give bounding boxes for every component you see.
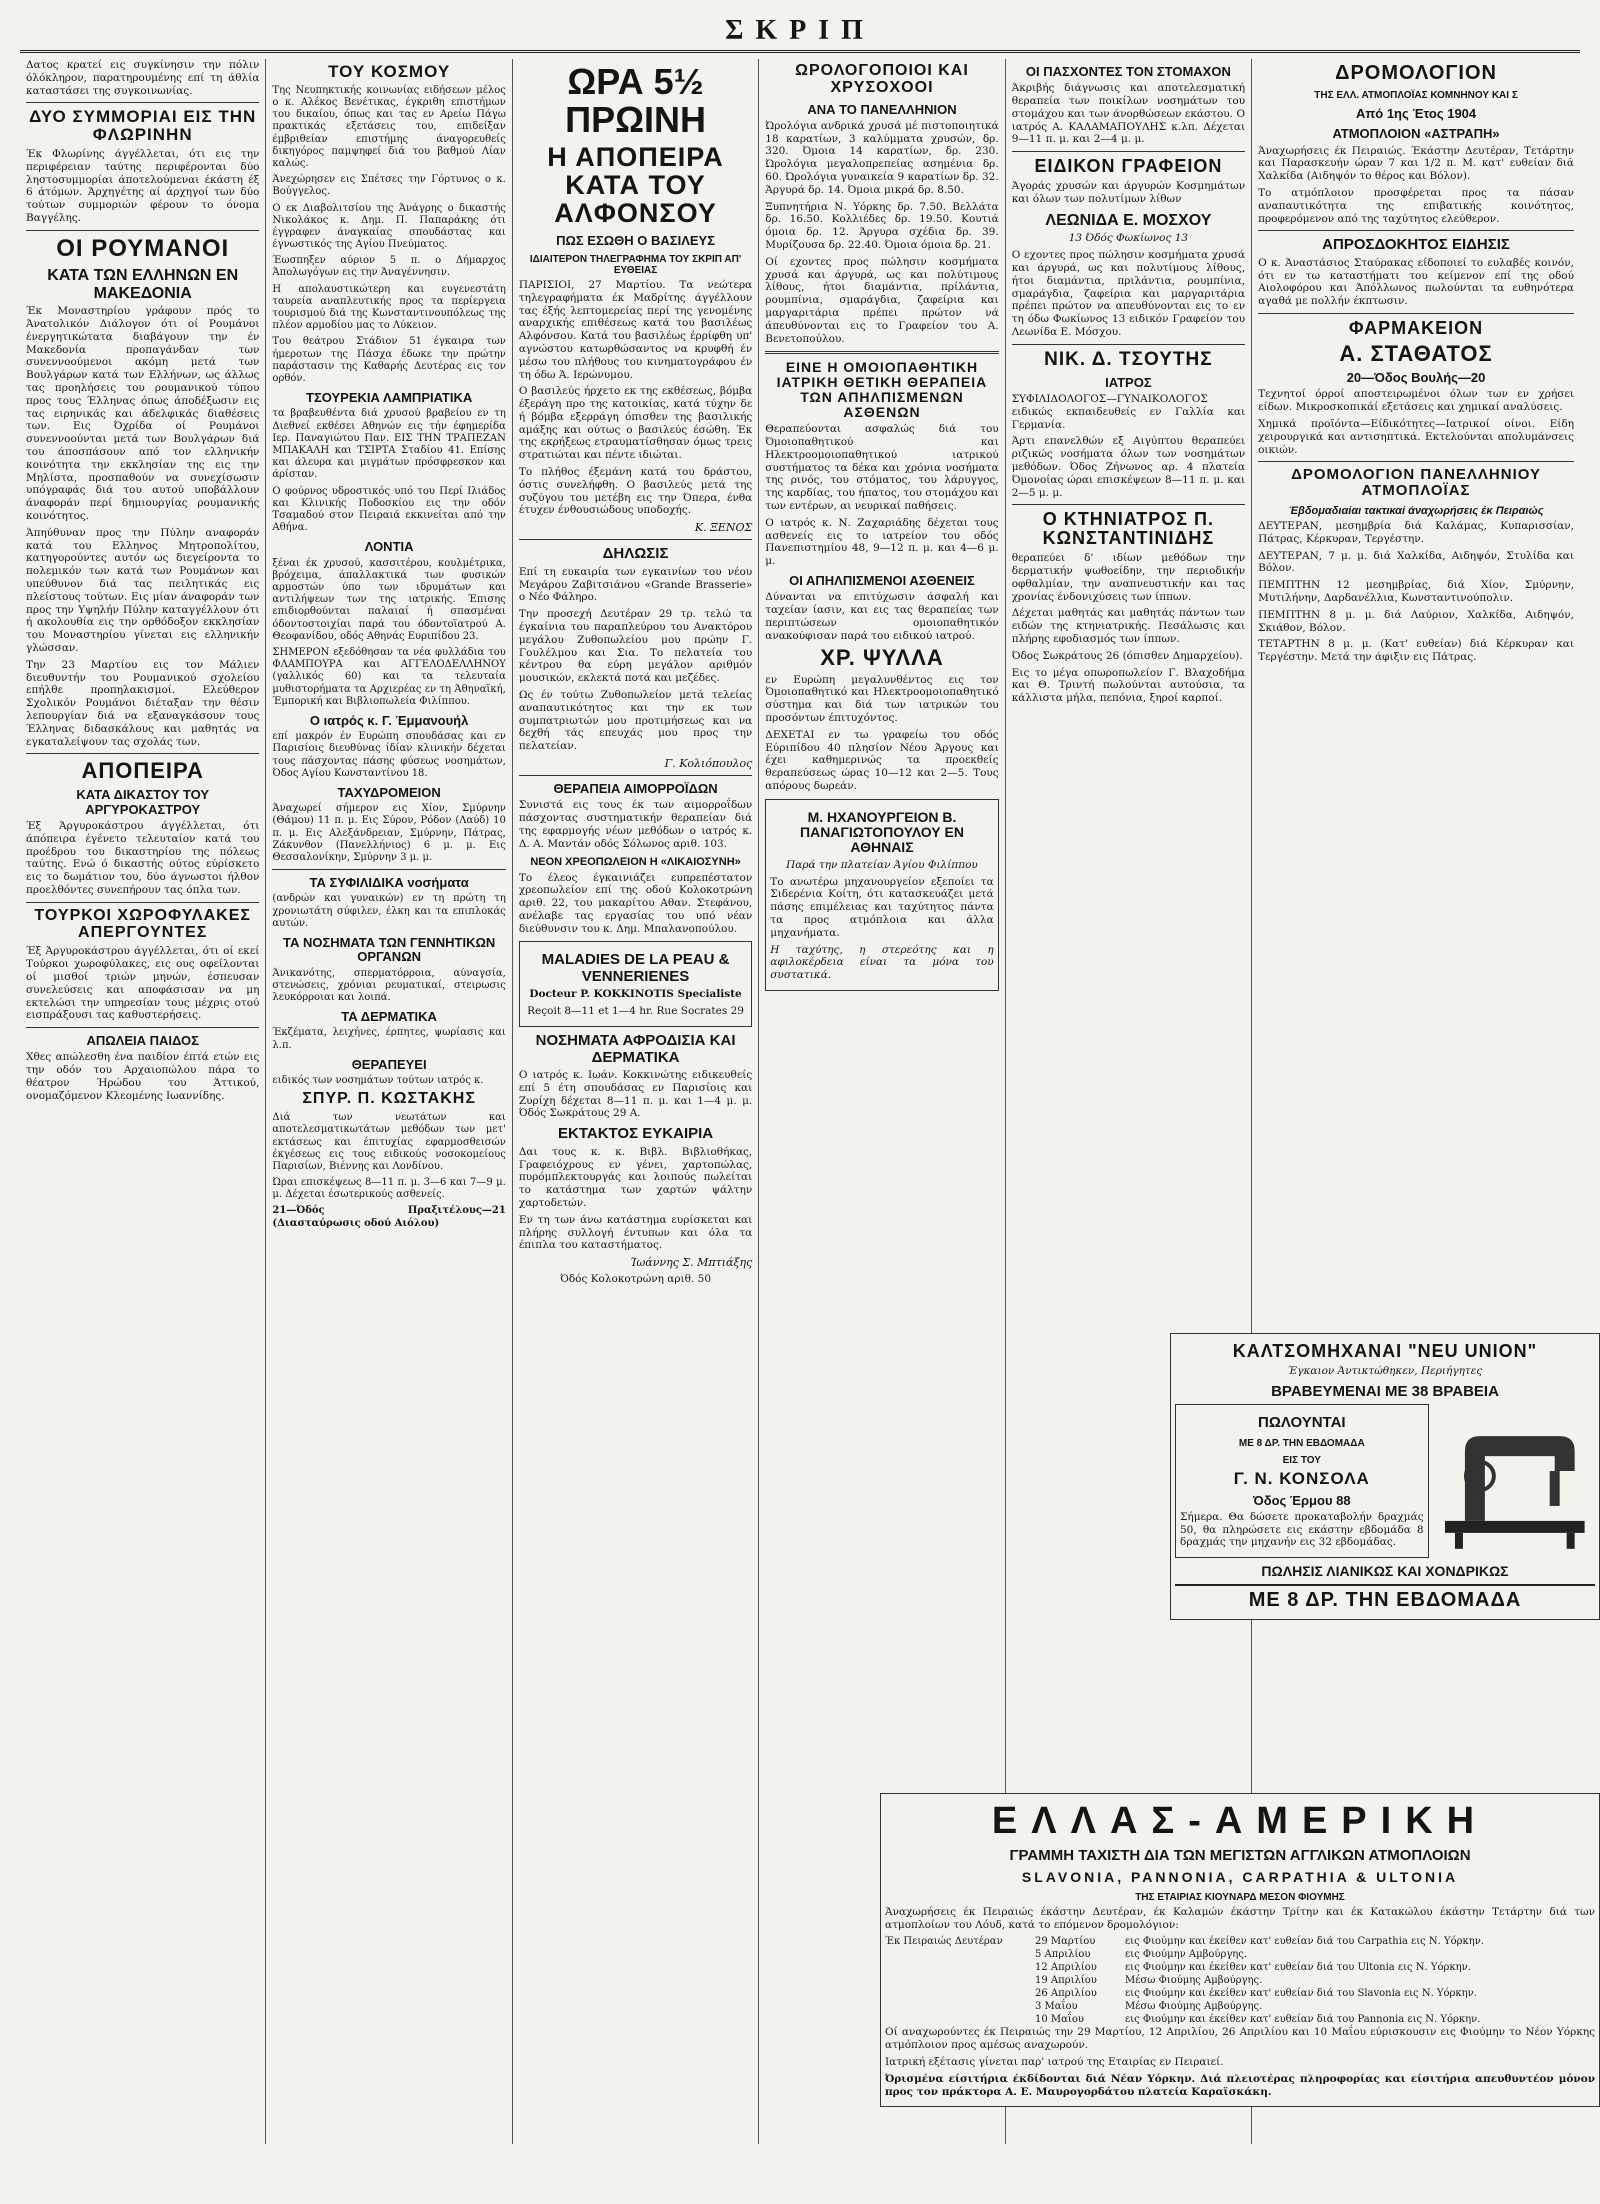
article-text: Άπηύθυναν προς την Πύλην αναφοράν κατά του Ελληνος Μητροπολίτου, κατηγορούντες αυτόν ως διεγείροντα το πολεμικόν των κατά των Ρουμάνων και υπεύθυνον διά τας πειλητικάς εις πλείστους τούτων. Εις μίαν άναφοράν των προς την Υψηλήν Πύλην καταγγέλλουν ότι ή ακολουθία εις την ορθόδοξον εκκλησίαν του Μοναστηρίου γίνεται εις ελληνικήν γλώσσαν. — [26, 526, 260, 654]
ad-text: ξέναι έκ χρυσού, κασσιτέρου, κουλμέτρικα, βρόχειμα, άπαλλακτικά των φυσικών αρμοστών ύπο των ιδρυμάτων και αντιλήψεων των της ιατρικής. Έπισης επιδιορθούνται παλαιαί ή σπασμέναι όδοντοστοιχίαι παρά του όδοντοϊατρού Α. Θεοφανίδου, οδός Αθηνάς Ευριπίδου 23. — [272, 557, 506, 642]
divider — [26, 753, 259, 754]
ad-text: Το ανωτέρω μηχανουργείον εξεποίει τα Σιδερένια Κοίτη, ότι κατασκευάζει μετά πάσης επιμέλειας και ταχύτητος πάντα τα προς ατμόπλοια και άλλα μηχανήματα. — [770, 875, 994, 939]
ad-text: ΣΥΦΙΛΙΔΟΛΟΓΟΣ—ΓΥΝΑΙΚΟΛΟΓΟΣ ειδικώς εκπαιδευθείς εν Γαλλία και Γερμανία. — [1011, 392, 1246, 431]
cell-from — [885, 1961, 1035, 1974]
ad-text: Άγοράς χρυσών και άργυρών Κοσμημάτων και όλων των πολυτίμων λίθων — [1011, 180, 1246, 205]
article-text: Έκ Μοναστηρίου γράφουν πρός το Άνατολικόν Διάλογον ότι οί Ρουμάνοι ένεργητικώτατα διαβάγουν την έν Μακεδονία προπαγάνδαν των συνεννοούμενοι ακόμη μετά των Βουλγάρων κατά των Ελλήνων, ως άλλως τας προηλήσεις του ρουμανικού τύπου προς τους Έλληνας όπως άποδέξωσιν εις τας ειρηνικάς και άδελφικάς διαθέσεις των. Εις Όχρίδα οί Ρουμάνοι συνεννοούνται μετά των Βουλγάρων διά του άποσπάσουν από τον ελληνικήν κοινότητα την εκκλησίαν της εις την Μηλίστα, προσπαθούν να συνεχίσωσιν υπόγραφάς διά του αυτού υποβάλλουν άναφοράν περί δημιουργίας ρουμανικής κοινότητος. — [26, 305, 260, 522]
ad-heading-hemorrhoids: ΘΕΡΑΠΕΙΑ ΑΙΜΟΡΡΟΪΔΩΝ — [553, 780, 718, 796]
cell-note: εις Φιούμην και έκείθεν κατ' ευθείαν διά του Slavonia εις Ν. Υόρκην. — [1125, 1988, 1477, 2000]
signature: Κ. ΞΕΝΟΣ — [694, 521, 753, 535]
ad-greece-america — [880, 1793, 1600, 2107]
ad-maladies — [519, 941, 752, 1027]
column-2 — [266, 59, 512, 2144]
ad-doctor-psyllas: ΧΡ. ΨΥΛΛΑ — [820, 645, 944, 671]
cell-from — [885, 1948, 1035, 1961]
ad-text: Έγκαιον Άντικτώθηκεν, Περιήγητες — [1287, 1364, 1483, 1377]
ad-doctor-name: ΣΠΥΡ. Π. ΚΩΣΤΑΚΗΣ — [302, 1090, 476, 1108]
ad-address: 13 Όδός Φωκίωνος 13 — [1068, 232, 1189, 245]
ad-text: Δέχεται μαθητάς και μαθητάς πάντων των ειδών της κτηνιατρικής. Πεσάλωσις και πλήρης εφοδιασμός των ίππων. — [1011, 607, 1246, 645]
ad-office-owner: ΛΕΩΝΙΔΑ Ε. ΜΟΣΧΟΥ — [1045, 211, 1212, 229]
cell-note: εις Φιούμην και έκείθεν κατ' ευθείαν διά του Carpathia εις Ν. Υόρκην. — [1125, 1936, 1485, 1948]
ad-award: ΒΡΑΒΕΥΜΕΝΑΙ ΜΕ 38 ΒΡΑΒΕΙΑ — [1271, 1382, 1499, 1400]
ad-text: Ξυπνητήρια Ν. Υόρκης δρ. 7.50. Βελλάτα δρ. 16.50. Κολλιέδες δρ. 19.50. Κουτιά όμοια δρ. 12. Άργυρα σχέδια δρ. 39. Μυρίζουσα δρ. 22.40. Όμοια όμοια δρ. 21. — [765, 200, 999, 252]
cell-date: 12 Απριλίου — [1035, 1962, 1097, 1974]
headline-alfonso: Η ΑΠΟΠΕΙΡΑ ΚΑΤΑ ΤΟΥ ΑΛΦΟΝΣΟΥ — [547, 141, 724, 229]
divider — [26, 1027, 259, 1028]
ad-heading-venereal: ΝΟΣΗΜΑΤΑ ΑΦΡΟΔΙΣΙΑ ΚΑΙ ΔΕΡΜΑΤΙΚΑ — [535, 1032, 736, 1066]
ad-text: Docteur P. KOKKINOTIS Specialiste — [529, 988, 742, 1001]
subheadline-romanians: ΚΑΤΑ ΤΩΝ ΕΛΛΗΝΩΝ ΕΝ ΜΑΚΕΔΟΝΙΑ — [47, 267, 239, 302]
heading-declaration: ΔΗΛΩΣΙΣ — [602, 545, 669, 563]
ad-text: Ο ιατρός κ. Ιωάν. Κοκκινώτης ειδικευθείς επί 5 έτη σπουδάσας εν Παρισίοις και Ζυρίχη δέχεται 8—11 π. μ. και 1—4 μ. μ. Όδός Σωκράτους 29 Α. — [518, 1069, 753, 1120]
cell-note: εις Φιούμην και έκείθεν κατ' ευθείαν διά του Pannonia εις Ν. Υόρκην. — [1125, 2014, 1481, 2026]
ad-text: Χημικά προϊόντα—Είδικότητες—Ιατρικοί οίνοι. Είδη χειρουργικά και αντισηπτικά. Εκτελούνται απολυμάνσεις οικιών. — [1258, 417, 1574, 456]
ad-heading-organs: ΤΑ ΝΟΣΗΜΑΤΑ ΤΩΝ ΓΕΝΝΗΤΙΚΩΝ ΟΡΓΑΝΩΝ — [282, 935, 496, 965]
ad-seller: Γ. Ν. ΚΟΝΣΟΛΑ — [1233, 1468, 1370, 1488]
ad-footer: ΠΩΛΗΣΙΣ ΛΙΑΝΙΚΩΣ ΚΑΙ ΧΟΝΔΡΙΚΩΣ — [1261, 1563, 1509, 1580]
ad-text: Συνιστά εις τους έκ των αιμορροΐδων πάσχοντας συστηματικήν θεραπείαν διά της εφαρμογής νέων μεθόδων ο ιατρός κ. Δ. Α. Μαντάν οδός Σόλωνος αριθ. 103. — [518, 799, 753, 850]
ad-text: ΠΕΜΠΤΗΝ 8 μ. μ. διά Λαύριον, Χαλκίδα, Αιδηψόν, Σκιάθον, Βόλον. — [1258, 608, 1574, 634]
subheadline-attempt: ΚΑΤΑ ΔΙΚΑΣΤΟΥ ΤΟΥ ΑΡΓΥΡΟΚΑΣΤΡΟΥ — [76, 787, 209, 817]
column-3 — [513, 59, 759, 2144]
divider — [519, 775, 752, 776]
ad-footer-weekly: ΜΕ 8 ΔΡ. ΤΗΝ ΕΒΔΟΜΑΔΑ — [1175, 1584, 1595, 1611]
ad-text: Ώρολόγια ανδρικά χρυσά μέ πιστοποιητικά 18 καρατίων, 3 καλύμματα χρυσών, δρ. 320. Όμοια 14 καρατίων, δρ. 230. Ώρολόγια μεγαλοπρεπείας ασημένια δρ. 60. Ώρολόγια γυναικεία 9 καρατίων δρ. 32. Άργυρά δρ. 14. Όμοια μικρά δρ. 8.50. — [765, 119, 999, 196]
divider — [1012, 504, 1245, 505]
cell-note: Μέσω Φιούμης Αμβούργης. — [1125, 2001, 1263, 2013]
article-text: Έκ Φλωρίνης άγγέλλεται, ότι εις την περιφέρειαν ταύτης περιφέρονται δύο ληστοσυμμορίαι άποτελούμεναι έκάστη έξ 6 άτόμων. Άρχηγέτης αί άρχηγοί των δύο τούτων συμμοριών φέρουν το όνομα Βαγγέλης. — [26, 148, 260, 225]
ad-heading-doctor: Ο ιατρός κ. Γ. Έμμανουήλ — [309, 712, 469, 728]
ad-address: 21—Όδός Πραξιτέλους—21 (Διασταύρωσις οδού Αιόλου) — [272, 1205, 506, 1229]
article-text: Της Νευπηκτικής κοινωνίας ειδήσεων μέλος ο κ. Αλέκος Βενέτικας, έγκριθη επιστήμων του δικαίου, όπως και τας εν Αρείω Πάγω πρακτικάς εξετάσεις του, επιδείξαν έμβριθείαν επιστήμης άναγορευθείς δικηγόρος παμψηφεί διά του βαθμού Λίαν καλώς. — [272, 84, 506, 169]
cell-date: 29 Μαρτίου — [1035, 1936, 1096, 1948]
headline-time: ΩΡΑ 5½ ΠΡΩΙΝΗ — [565, 61, 706, 140]
subheadline-king-saved: ΠΩΣ ΕΣΩΘΗ Ο ΒΑΣΙΛΕΥΣ — [556, 232, 716, 248]
ad-text: Σήμερα. Θα δώσετε προκαταβολήν δραχμάς 50, θα πληρώσετε εις εκάστην εβδομάδα 8 δραχμάς την μηχανήν εις 32 εβδομάδας. — [1180, 1510, 1424, 1549]
ad-street: Όδος Έρμου 88 — [1253, 1492, 1351, 1508]
ad-company: ΤΗΣ ΕΤΑΙΡΙΑΣ ΚΙΟΥΝΑΡΔ ΜΕΣΟΝ ΦΙΟΥΜΗΣ — [1135, 1891, 1345, 1903]
ad-text: Όρισμένα είσιτήρια έκδίδονται διά Νέαν Υόρκην. Διά πλειοτέρας πληροφορίας και είσιτήρια απευθυντέον μόνον προς τον πράκτορα Α. Ε. Μαυρογορδάτου πλατεία Καραϊσκάκη. — [885, 2072, 1595, 2098]
ad-subheading-panhellenic: Έβδομαδιαίαι τακτικαί άναχωρήσεις έκ Πειραιώς — [1288, 504, 1544, 517]
cell-from — [885, 2013, 1035, 2026]
ad-subheading-schedule: ΤΗΣ ΕΛΛ. ΑΤΜΟΠΛΟΪΑΣ ΚΟΜΝΗΝΟΥ ΚΑΙ Σ — [1314, 90, 1518, 101]
headline-lost-child: ΑΠΩΛΕΙΑ ΠΑΙΔΟΣ — [86, 1033, 199, 1049]
ad-text: Τεχνητοί όρροί αποστειρωμένοι όλων των εν χρήσει είδων. Μικροσκοπικάί εξετάσεις και χημικαί αναλύσεις. — [1258, 388, 1574, 414]
ad-text: Ιατρική εξέτασις γίνεται παρ' ιατρού της Εταιρίας εν Πειραιεί. — [885, 2055, 1224, 2068]
ad-text: Έκζέματα, λειχήνες, έρπητες, ψωρίασις και λ.π. — [272, 1027, 506, 1051]
ad-heading-panhellenic: ΔΡΟΜΟΛΟΓΙΟΝ ΠΑΝΕΛΛΗΝΙΟΥ ΑΤΜΟΠΛΟΪΑΣ — [1291, 466, 1542, 500]
table-row — [885, 1935, 1595, 1948]
divider — [1258, 461, 1574, 462]
ad-heading-maladies: MALADIES DE LA PEAU & VENNERIENES — [541, 951, 730, 985]
ad-line: ΓΡΑΜΜΗ ΤΑΧΙΣΤΗ ΔΙΑ ΤΩΝ ΜΕΓΙΣΤΩΝ ΑΓΓΛΙΚΩΝ ΑΤΜΟΠΛΟΙΩΝ — [1009, 1846, 1471, 1864]
ad-heading-tsourekia: ΤΣΟΥΡΕΚΙΑ ΛΑΜΠΡΙΑΤΙΚΑ — [306, 390, 473, 406]
ad-text: Το έλεος έγκαινιάζει ευπρεπέστατον χρεοπωλείον επί της οδού Κολοκοτρώνη αριθ. 22, του μακαρίτου Αθαν. Στεφάνου, ανέλαβε τας εργασίας του υπό νέαν διεύθυνσιν του κ. Δημ. Μπαλανοπούλου. — [518, 871, 753, 935]
ad-text: Εις το μέγα οπωροπωλείον Γ. Βλαχοδήμα και Θ. Τριντή πωλούνται αυτούσια, τα κάλλιστα μήλα, πεπόνια, ξηροί καρποί. — [1011, 666, 1246, 705]
headline-attempt: ΑΠΟΠΕΙΡΑ — [81, 758, 204, 784]
ad-pharmacy-name: Α. ΣΤΑΘΑΤΟΣ — [1339, 340, 1493, 366]
article-text: Ο βασιλεύς ήρχετο εκ της εκθέσεως, βόμβα έξεράγη προ της κατοικίας, κατά τύχην δε ή βόμβα εξερράγη όπισθεν της βασιλικής αμάξης και ούτως ο βασιλεύς έσώθη. Έκ της εκρήξεως ετραυματίσθησαν όμως τρεις στρατιώται και πέντε ιδιώται. — [518, 385, 753, 462]
ad-text: επί μακρόν έν Ευρώπη σπουδάσας και εν Παρισίοις διευθύνας ίδίαν κλινικήν δέχεται τους πάσχοντας πάσης φύσεως νοσημάτων, Όδος Αγίου Κωνσταντίνου 18. — [272, 731, 506, 779]
cell-note: Μέσω Φιούμης Αμβούργης. — [1125, 1975, 1263, 1987]
ad-text: εν Ευρώπη μεγαλυνθέντος εις τον Όμοιοπαθητικό και Ηλεκτροομοιοπαθητικό σύστημα και διά των ιατρικών του προσόντων έπιτυχόντος. — [765, 673, 999, 724]
table-row — [885, 2000, 1595, 2013]
ad-subheading-watchmakers: ΑΝΑ ΤΟ ΠΑΝΕΛΛΗΝΙΟΝ — [807, 101, 957, 117]
ad-doctor-tsoutis: ΝΙΚ. Δ. ΤΣΟΥΤΗΣ — [1044, 348, 1213, 370]
ad-veterinarian: Ο ΚΤΗΝΙΑΤΡΟΣ Π. ΚΩΝΣΤΑΝΤΙΝΙΔΗΣ — [1042, 509, 1215, 549]
ad-subheading: Παρά την πλατείαν Άγίου Φιλίππου — [786, 858, 978, 871]
ad-machine-shop — [765, 799, 998, 991]
ad-text: Δύνανται να επιτύχωσιν άσφαλή και ταχείαν ίασιν, και εις τας θεραπείας των περιπτώσεων ομοιοπαθητικόν ανακούφισαν παρά του ειδικού ιατρού. — [765, 591, 999, 642]
cell-date: 3 Μαΐου — [1035, 2001, 1078, 2013]
ad-text: ΔΕΥΤΕΡΑΝ, μεσημβρία διά Καλάμας, Κυπαρισσίαν, Πάτρας, Κέρκυραν, Τεργέστην. — [1258, 519, 1574, 545]
cell-from — [885, 2000, 1035, 2013]
article-text: Έωσπηξεν αύριον 5 π. ο Δήμαρχος Άπολωγόγων εις την Άναγέννησιν. — [272, 255, 506, 279]
ad-body — [1175, 1404, 1595, 1558]
ad-text: ΔΕΥΤΕΡΑΝ, 7 μ. μ. διά Χαλκίδα, Αιδηψόν, Στυλίδα και Βόλον. — [1258, 549, 1574, 575]
ad-text: Εν τη των άνω κατάστημα ευρίσκεται και πλήρης συλλογή έντυπων και όλα τα έπιπλα του καταστήματος. — [518, 1213, 753, 1252]
subheadline-telegram: ΙΔΙΑΙΤΕΡΟΝ ΤΗΛΕΓΡΑΦΗΜΑ ΤΟΥ ΣΚΡΙΠ ΑΠ' ΕΥΘΕΙΑΣ — [529, 253, 742, 276]
ad-text: Διά των νεωτάτων και αποτελεσματικωτάτων μεθόδων των μετ' εκτάσεως και έπιτυχίας εφαρμοσθεισών έκγέσεως εις τους ειδικούς νοσοκομείους Παρισίων, Βιέννης και Λονδίνου. — [272, 1112, 506, 1172]
ad-heading-news: ΑΠΡΟΣΔΟΚΗΤΟΣ ΕΙΔΗΣΙΣ — [1322, 236, 1510, 254]
article-text: Το πλήθος έξεμάνη κατά του δράστου, όστις συνελήφθη. Ο βασιλεύς μετά της συζύγου του μετέβη εις την Όπερα, ένθα έτυχεν ένθουσιώδους υποδοχής. — [518, 466, 753, 517]
ad-heading-stomach: ΟΙ ΠΑΣΧΟΝΤΕΣ ΤΟΝ ΣΤΟΜΑΧΟΝ — [1025, 64, 1231, 79]
ad-text: Η ταχύτης, η στερεότης και η αφιλοκέρδεια είναι τα μόνα του συστατικά. — [770, 943, 994, 982]
ad-text: Reçoit 8—11 et 1—4 hr. Rue Socrates 29 — [527, 1005, 744, 1018]
cell-note: εις Φιούμην και έκείθεν κατ' ευθείαν διά του Ultonia εις Ν. Υόρκην. — [1125, 1962, 1471, 1974]
ad-text: ΔΕΧΕΤΑΙ εν τω γραφείω του οδός Εύριπίδου 40 πλησίον Νέου Άργους και έχει καθημερινώς τα προεκθείς θεραπεύσεως ώρας 10—12 και 2—5. Τους απόρους δωρεάν. — [765, 728, 999, 792]
article-text: Επί τη ευκαιρία των εγκαινίων του νέου Μεγάρου Ζαβιτσιάνου «Grande Brasserie» ο Νέο Φάληρο. — [518, 565, 753, 604]
ad-text: Ώραι επισκέψεως 8—11 π. μ. 3—6 και 7—9 μ. μ. Δέχεται έσωτερικούς ασθενείς. — [272, 1177, 506, 1201]
ad-text: Δαι τους κ. κ. Βιβλ. Βιβλιοθήκας, Γραφειόχρους εν γένει, χαρτοπώλας, πυρόμπλεκτουργάς και λοιπούς πωλείται το κατάστημα των χαρτών ψάλτην χαρτοδετών. — [518, 1145, 753, 1209]
article-text: Η απολαυστικώτερη και ευγενεστάτη ταυρεία αναπλευτικής προς τα περίεργεια τουρισμού διά της Κωνσταντινουπόλεως της πλέον αρμοδίου μας το Λύκειον. — [272, 283, 506, 332]
article-text: ΠΑΡΙΣΙΟΙ, 27 Μαρτίου. Τα νεώτερα τηλεγραφήματα έκ Μαδρίτης άγγέλλουν τας έξής λεπτομερείας περί της γενομένης αναρχικής επιθέσεως κατά του βασιλέως Αλφόνσου. Κατά του βασιλέως έρρίφθη υπ' αγνώστου κατωρθώσαντος να κρυφθή έν μέσω του πλήθους του κινηματογράφου έν τη όδω Ά. Ιερώνυμου. — [518, 278, 753, 381]
cell-from — [885, 1987, 1035, 2000]
table-row — [885, 1974, 1595, 1987]
ad-heading-syphilis: ΤΑ ΣΥΦΙΛΙΔΙΚΑ νοσήματα — [309, 875, 469, 891]
column-1 — [20, 59, 266, 2144]
headline-symmories: ΔΥΟ ΣΥΜΜΟΡΙΑΙ ΕΙΣ ΤΗΝ ΦΛΩΡΙΝΗΝ — [29, 107, 257, 145]
ad-text: Οί εχοντες προς πώλησιν κοσμήματα χρυσά και άργυρά, ως και πολύτιμους λίθους, ήτοι διαμάντια, πρίλάντια, ρουμπίνια, σμαράγδια, ζαφείρια και μαργαριτάρια πρέπει πρώτον νά άπευθύνονται εις το Γραφείον του Α. Βενετοπούλου. — [765, 255, 999, 345]
ad-heading-dentist: ΛΟΝΤΙΑ — [364, 539, 414, 555]
ad-text: Όδος Σωκράτους 26 (όπισθεν Δημαρχείου). — [1011, 649, 1243, 662]
ad-text: Άνικανότης, σπερματόρροια, αύναγσία, στενώσεις, χρόνιαι ρευματικαί, στειρωσις λευκόρροιαι και λοιπά. — [272, 967, 506, 1003]
ad-text: Το ατμόπλοιον προσφέρεται προς τα πάσαν αναπαυτικότητα της επιβατικής κοινότητος, προφερόμενον από της ταχύτητος ελεύθερον. — [1258, 186, 1574, 225]
table-row — [885, 1987, 1595, 2000]
ad-heading-watchmakers: ΩΡΟΛΟΓΟΠΟΙΟΙ ΚΑΙ ΧΡΥΣΟΧΟΟΙ — [795, 62, 969, 96]
ad-sell: ΠΩΛΟΥΝΤΑΙ — [1257, 1414, 1346, 1432]
heading-post-office: ΤΑΧΥΔΡΟΜΕΙΟΝ — [337, 784, 441, 800]
ad-text: ΤΕΤΑΡΤΗΝ 8 μ. μ. (Κατ' ευθείαν) διά Κέρκυραν και Τεργέστην. Μετά την άφιξιν εις Πάτρας. — [1258, 638, 1574, 664]
table-row — [885, 1948, 1595, 1961]
ad-text: (ανδρών και γυναικών) εν τη πρώτη τη χρονιωτάτη σύφιλεν, έλκη και τα επιπλοκάς αυτών. — [272, 893, 506, 929]
ad-text: Άρτι επανελθών εξ Αιγύπτου θεραπεύει ριζικώς νοσήματα όλων των νοσημάτων μεθόδων. Όδος Ζήνωνος αρ. 4 πλατεία Όμονοίας ώραι επισκέψεων 8—11 π. μ. και 2—5 μ. μ. — [1011, 435, 1246, 499]
ad-heading-machine-shop: Μ. ΗΧΑΝΟΥΡΓΕΙΟΝ Β. ΠΑΝΑΓΙΩΤΟΠΟΥΛΟΥ ΕΝ ΑΘΗΝΑΙΣ — [799, 808, 964, 856]
ad-text: Ο εχοντες προς πώλησιν κοσμήματα χρυσά και άργυρά, ως και πολυτίμους λίθους, ήτοι διαμάντια, πριλάντια, ρουμπίνια, σμαράγδια, ζαφείρια και μαργαριτάρια πρέπει πρώτον να απευθύνονται εις το εν τη όδω Φωκίωνος 13 ειδικόν Γραφείον του Λεωνίδα Ε. Μόσχου. — [1011, 249, 1246, 338]
article-text: Άνεχώρησεν εις Σπέτσες την Γόρτυνος ο κ. Βούγγελος. — [272, 174, 506, 198]
sewing-machine-icon — [1435, 1411, 1595, 1551]
article-text: Έξ Άργυροκάστρου άγγέλλεται, ότι άπόπειρα έγένετο τελευταίον κατά του προέδρου του δικαστηρίου της πόλεως ταύτης. Ενώ ό δικαστής ούτος εύρίσκετο εις το δωμάτιον του, δύο άγνωστοι ήλθον προελθόντες συνεπήρουν τας όπλα των. — [26, 820, 260, 896]
ad-heading-office: ΕΙΔΙΚΟΝ ΓΡΑΦΕΙΟΝ — [1034, 156, 1223, 177]
cell-date: 26 Απριλίου — [1035, 1988, 1097, 2000]
ad-text: ΣΗΜΕΡΟΝ εξεδόθησαν τα νέα φυλλάδια του ΦΛΑΜΠΟΥΡΑ και ΑΓΓΕΛΟΔΕΛΛΗΝΟΥ (γαλλικός 60) και τα τελευταία μυθιστορήματα τα Αρχιερέας εν τη Άθηναϊκή, Έμπορική και Βιβλιοπωλεία Φιλίππου. — [272, 646, 506, 707]
ad-text: ΠΕΜΠΤΗΝ 12 μεσημβρίας, διά Χίον, Σμύρνην, Μυτιλήνην, Δαρδανέλλια, Κωνσταντινούπολιν. — [1258, 579, 1574, 604]
ad-text: Οί αναχωρούντες έκ Πειραιώς την 29 Μαρτίου, 12 Απριλίου, 26 Απριλίου και 10 Μαΐου εύρισκουσιν εις Φιούμην το Νέον Υόρκης ατμόπλοιον προς αμέσως αναχωρούν. — [885, 2026, 1595, 2052]
table-row — [885, 1961, 1595, 1974]
article-text: Άναχωρεί σήμερον εις Χίον, Σμύρνην (Θάμου) 11 π. μ. Εις Σύρον, Ρόδον (Λαύδ) 10 π. μ. Εις Αλεξάνδρειαν, Σμύρνην, Πάτρας, Ζάκυνθον (Πανελλήνιος) 6 μ. μ. Εις Θεσσαλονίκην, Σμύρνην 3 μ. μ. — [272, 803, 506, 863]
ad-heading-greece-america: ΕΛΛΑΣ-ΑΜΕΡΙΚΗ — [991, 1800, 1489, 1842]
ad-text: Ο φούρνος υδροστικός υπό του Περί Ιλιάδος και Κλινικής Ποδοσκίου εις την οδόν Τσαμαδού στον Πειραιά εκκινείται από την Αθήνα. — [272, 485, 506, 534]
ad-text: Ο κ. Άναστάσιος Σταύρακας είδοποιεί το ευλαβές κοινόν, ότι εν τω καταστήματι του κείμενον επί της οδού Αιολοφόρου και Άπόλλωνος πωλούνται τα ευθηνότερα αγαθά με πολλήν έκπτωσιν. — [1258, 256, 1574, 308]
ad-heading-pharmacy: ΦΑΡΜΑΚΕΙΟΝ — [1348, 318, 1484, 339]
masthead: ΣΚΡΙΠ — [20, 12, 1580, 53]
cell-note: εις Φιούμην Αμβούργης. — [1125, 1949, 1248, 1961]
article-text: Έξ Άργυροκάστρου άγγέλλεται, ότι οί εκεί Τούρκοι χωροφύλακες, εις ους οφείλονται οί μισθοί τριών μηνών, έσπευσαν συνελεύσεις και αποφάσισαν να μη εκτελώσι την υπηρεσίαν τους μέχρις οτού εισπράξουσι τας καθυστερήσεις. — [26, 945, 260, 1022]
divider — [26, 230, 259, 231]
ad-text: ειδικός των νοσημάτων τούτων ιατρός κ. — [272, 1075, 484, 1087]
newspaper-page — [20, 12, 1595, 2162]
ad-weekly: ΜΕ 8 ΔΡ. ΤΗΝ ΕΒΔΟΜΑΔΑ — [1238, 1437, 1365, 1449]
article-text: Ο εκ Διαβολιτσίου της Άνάγρης ο δικαστής Νικολάκος κ. Δημ. Π. Παπαράκης ότι έγγραφεν άναγκαίας σπουδάστας και έγνωστικός της Αγίου Πνεύματος. — [272, 202, 506, 251]
cell-date: 19 Απριλίου — [1035, 1975, 1097, 1987]
ad-text: θεραπεύει δ' ιδίων μεθόδων την δερματικήν ψωθοείδην, την περιοδικήν οφθαλμίαν, την αναπνευστικήν και τας χρονίας ένδονιχύσεις των ίππων. — [1011, 552, 1246, 603]
ad-ships: SLAVONIA, PANNONIA, CARPATHIA & ULTONIA — [1021, 1869, 1459, 1886]
ad-text: Ο ιατρός κ. Ν. Ζαχαριάδης δέχεται τους ασθενείς εις το ιατρείον του οδός Πανεπιστημίου 48, 9—12 π. μ. και 4—6 μ. μ. — [765, 516, 999, 568]
divider — [1258, 313, 1574, 314]
ad-doctor-title: ΙΑΤΡΟΣ — [1105, 374, 1152, 390]
divider — [519, 539, 752, 540]
cell-from — [885, 1974, 1035, 1987]
ad-ship-name: ΑΤΜΟΠΛΟΙΟΝ «ΑΣΤΡΑΠΗ» — [1332, 126, 1500, 142]
ad-text: τα βραβευθέντα διά χρυσού βραβείου εν τη Διεθνεί εκθέσει Αθηνών εις τήν έφημερίδα Ιερ. Παναγιώτου Παν. ΕΙΣ ΤΗΝ ΤΡΑΠΕΖΑΝ ΜΠΑΚΑΛΗ και ΤΣΙΡΤΑ Σταδίου 41. Επίσης και άλευρα και μιγμάτων πρόσφρεσκον και άρίσταν. — [272, 408, 506, 481]
headline-society: ΤΟΥ ΚΟΣΜΟΥ — [328, 62, 451, 81]
signature: Γ. Κολιόπουλος — [664, 756, 753, 770]
ad-heading-butcher: ΝΕΟΝ ΧΡΕΟΠΩΛΕΙΟΝ Η «ΛΙΚΑΙΟΣΥΝΗ» — [530, 856, 741, 869]
ad-offer — [1175, 1404, 1429, 1558]
headline-romanians: ΟΙ ΡΟΥΜΑΝΟΙ — [56, 234, 230, 262]
table-row — [885, 2013, 1595, 2026]
article-text: Του θεάτρου Στάδιον 51 έγκαιρα των ήμεροτων της Πάσχα έδωκε την πρώτην παράστασιν της Καθαρής Δευτέρας εις τον ορθόν. — [272, 336, 506, 384]
divider — [272, 869, 505, 870]
divider — [1258, 230, 1574, 231]
ad-heading-homeopathy: ΕΙΝΕ Η ΟΜΟΙΟΠΑΘΗΤΙΚΗ ΙΑΤΡΙΚΗ ΘΕΤΙΚΗ ΘΕΡΑΠΕΙΑ ΤΩΝ ΑΠΗΛΠΙΣΜΕΝΩΝ ΑΣΘΕΝΩΝ — [776, 359, 988, 420]
divider — [765, 351, 998, 354]
ad-heading-patients: ΟΙ ΑΠΗΛΠΙΣΜΕΝΟΙ ΑΣΘΕΝΕΙΣ — [789, 572, 975, 588]
ad-heading-schedule: ΔΡΟΜΟΛΟΓΙΟΝ — [1335, 62, 1497, 84]
cell-date: 5 Απριλίου — [1035, 1949, 1091, 1961]
ad-text: Άναχωρήσεις έκ Πειραιώς έκάστην Δευτέραν, έκ Καλαμών έκάστην Τρίτην και έκ Κατακώλου έκάστην Τετάρτην διά των ατμοπλοίων του Λόυδ, κατά το επόμενον δρομολόγιον: — [885, 1905, 1595, 1931]
divider — [26, 902, 259, 903]
article-text: Την 23 Μαρτίου εις τον Μάλιεν διευθυντήν του Ρουμανικού σχολείου επήλθε προπηλακισμοί. Ελεύθερον Σχολικόν Ρουμάνοι διέταξαν την θέσιν λεπουργίαν διά να εξαναγκάσουν τους Έλληνας διδασκάλους και μαθητάς να εγκαταλείψουν τας σχολάς των. — [26, 658, 260, 748]
ad-text: Άναχωρήσεις έκ Πειραιώς. Έκάστην Δευτέραν, Τετάρτην και Παρασκευήν ώραν 7 και 1/2 π. Μ. κατ' ευθείαν διά Χαλκίδα (Αιδηψόν το θέρος και Βόλον). — [1258, 144, 1574, 183]
cell-from: Έκ Πειραιώς Δευτέραν — [885, 1936, 1003, 1948]
ad-text: Θεραπεύονται ασφαλώς διά του Όμοιοπαθητικού και Ηλεκτροομοιοπαθητικού ιατρικού συστήματος τα δέκα και χρόνια νοσήματα της ρινός, του στόματος, του λάρυγγος, της καρδίας, του ήπατος, του στομάχου και των εντέρων, αι νευρικαί παθήσεις. — [765, 423, 999, 512]
ad-text: Άκριβής διάγνωσις και αποτελεσματική θεραπεία των ποικίλων νοσημάτων του στομάχου και των άνορθώσεων εκάστου. Ο ιατρός Α. ΚΑΛΑΜΑΠΟΥΛΗΣ κ.λπ. Δέχεται 9—11 π. μ. και 2—4 μ. μ. — [1011, 82, 1246, 146]
ad-schedule-year: Από 1ης Έτος 1904 — [1355, 106, 1477, 121]
schedule-table — [885, 1935, 1595, 2026]
headline-gendarmes: ΤΟΥΡΚΟΙ ΧΩΡΟΦΥΛΑΚΕΣ ΑΠΕΡΓΟΥΝΤΕΣ — [34, 906, 251, 941]
ad-address: Όδός Κολοκοτρώνη αριθ. 50 — [560, 1273, 712, 1286]
ad-heading-neu-union: ΚΑΛΤΣΟΜΗΧΑΝΑΙ "NEU UNION" — [1232, 1341, 1538, 1361]
divider — [26, 102, 259, 103]
ad-heading-opportunity: ΕΚΤΑΚΤΟΣ ΕΥΚΑΙΡΙΑ — [557, 1125, 714, 1143]
signature: Ίωάννης Σ. Μπτιάξης — [630, 1256, 753, 1270]
ad-at: ΕΙΣ ΤΟΥ — [1282, 1454, 1321, 1466]
article-text: Την προσεχή Δευτέραν 29 τρ. τελώ τα έγκαίνια του παραπλεύρου του Ανακτόρου μεγάλου Ζυθοπωλείου μου πρώην Γ. Γουλέλμου και Σια. Το πελατεία του κέντρου θα εύρη μεγάλον αριθμόν μουσικών, εκλεκτά ποτά και μεζέδες. — [518, 608, 753, 685]
article-intro: Δατος κρατεί εις συγκίνησιν την πόλιν όλόκληρον, παρατηρουμένης επί τη άθλία καταστάσει της συγκοινωνίας. — [26, 59, 260, 97]
cell-date: 10 Μαΐου — [1035, 2014, 1084, 2026]
article-text: Χθες απώλεσθη ένα παιδίον έπτά ετών εις την οδόν του Αρχαιοπώλου πάρα το θέατρον Ήρώδου του Άττικού, ονομαζόμενον Κλεομένης Ιωαννίδης. — [26, 1051, 260, 1102]
divider — [1012, 344, 1245, 345]
ad-pharmacy-address: 20—Όδος Βουλής—20 — [1346, 370, 1486, 386]
ad-sewing-machines — [1170, 1333, 1600, 1620]
article-text: Ως έν τούτω Ζυθοπωλείον μετά τελείας αναπαυτικότητος και την εκ των συμπατριωτών μου προτιμήσεως και να δεχθή τάς επευχάς μου προς την πελατείαν. — [518, 688, 753, 753]
ad-heading-cures: ΘΕΡΑΠΕΥΕΙ — [351, 1056, 427, 1072]
divider — [1012, 151, 1245, 152]
ad-heading-derma: ΤΑ ΔΕΡΜΑΤΙΚΑ — [341, 1009, 437, 1025]
